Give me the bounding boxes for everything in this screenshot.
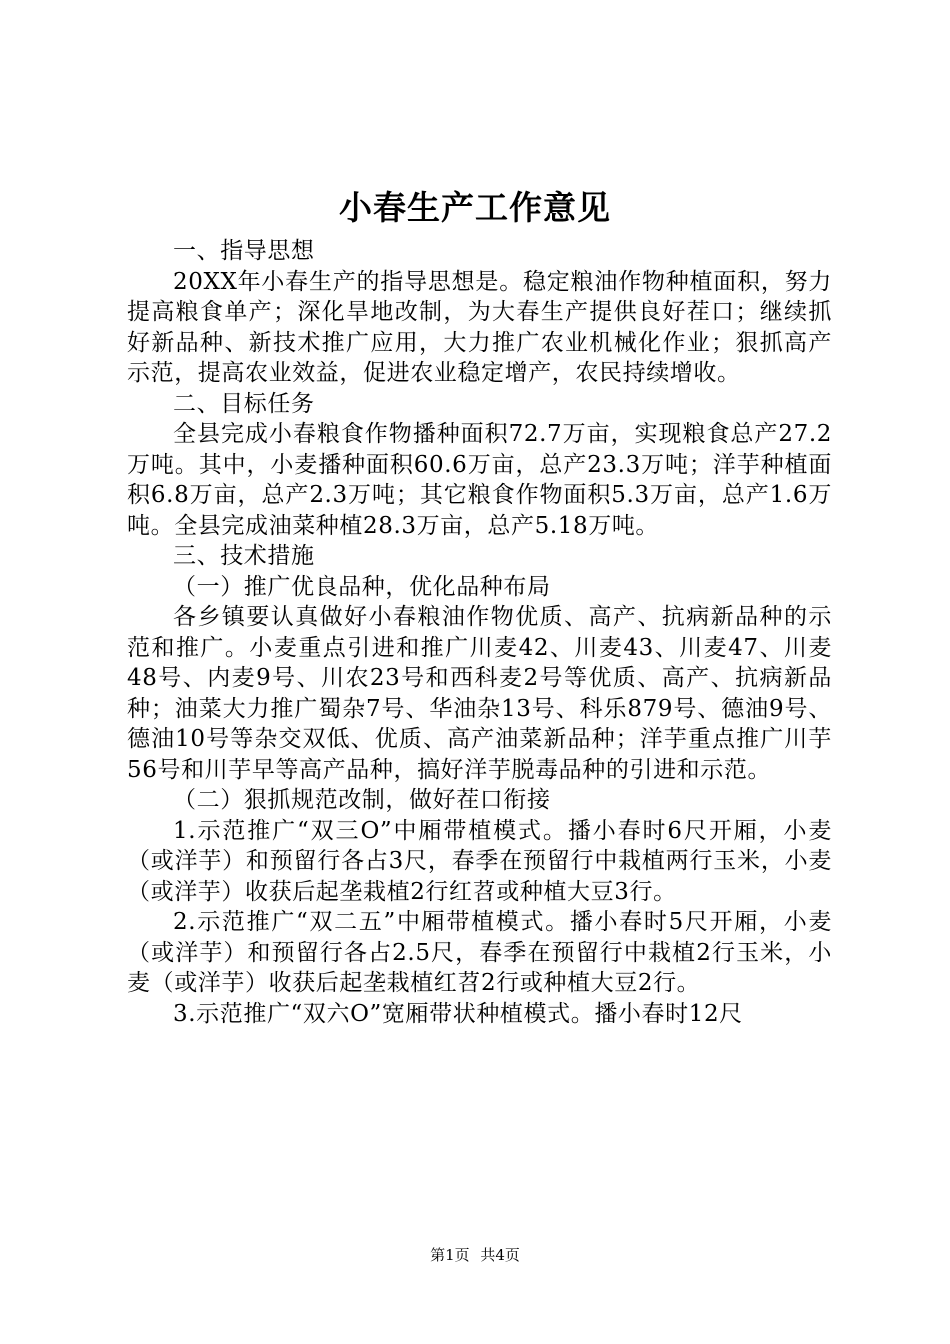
- document-body: [127, 236, 832, 1029]
- paragraph-targets: 全县完成小春粮食作物播种面积72.7万亩，实现粮食总产27.2万吨。其中，小麦播种面积60.6万亩，总产23.3万吨；洋芋种植面积6.8万亩，总产2.3万吨；其它粮食作物面积5.3万亩，总产1.6万吨。全县完成油菜种植28.3万亩，总产5.18万吨。: [127, 421, 832, 539]
- paragraph-mode-2: 2.示范推广“双二五”中厢带植模式。播小春时5尺开厢，小麦（或洋芋）和预留行各占2.5尺，春季在预留行中栽植2行玉米，小麦（或洋芋）收获后起垄栽植红苕2行或种植大豆2行。: [127, 909, 832, 996]
- subsection-heading-varieties: （一）推广优良品种，优化品种布局: [173, 573, 551, 600]
- paragraph-mode-1: 1.示范推广“双三O”中厢带植模式。播小春时6尺开厢，小麦（或洋芋）和预留行各占3尺，春季在预留行中栽植两行玉米，小麦（或洋芋）收获后起垄栽植2行红苕或种植大豆3行。: [127, 817, 832, 905]
- subsection-heading-cropping-system: （二）狠抓规范改制，做好茬口衔接: [173, 787, 551, 813]
- page-number: 第1页: [430, 1246, 470, 1264]
- section-heading-technical-measures: 三、技术措施: [173, 543, 315, 569]
- page-total: 共4页: [480, 1246, 520, 1264]
- document-title: 小春生产工作意见: [339, 188, 611, 227]
- paragraph-mode-3: 3.示范推广“双六O”宽厢带状种植模式。播小春时12尺: [173, 1000, 743, 1027]
- section-heading-targets: 二、目标任务: [173, 390, 315, 417]
- page-footer: [0, 1245, 950, 1265]
- paragraph-varieties: 各乡镇要认真做好小春粮油作物优质、高产、抗病新品种的示范和推广。小麦重点引进和推广川麦42、川麦43、川麦47、川麦48号、内麦9号、川农23号和西科麦2号等优质、高产、抗病新品种；油菜大力推广蜀杂7号、华油杂13号、科乐879号、德油9号、德油10号等杂交双低、优质、高产油菜新品种；洋芋重点推广川芋56号和川芋早等高产品种，搞好洋芋脱毒品种的引进和示范。: [127, 604, 832, 783]
- section-heading-guiding-ideology: 一、指导思想: [173, 238, 315, 264]
- paragraph-guiding-ideology: 20XX年小春生产的指导思想是。稳定粮油作物种植面积，努力提高粮食单产；深化旱地改制，为大春生产提供良好茬口；继续抓好新品种、新技术推广应用，大力推广农业机械化作业；狠抓高产示范，提高农业效益，促进农业稳定增产，农民持续增收。: [127, 268, 832, 386]
